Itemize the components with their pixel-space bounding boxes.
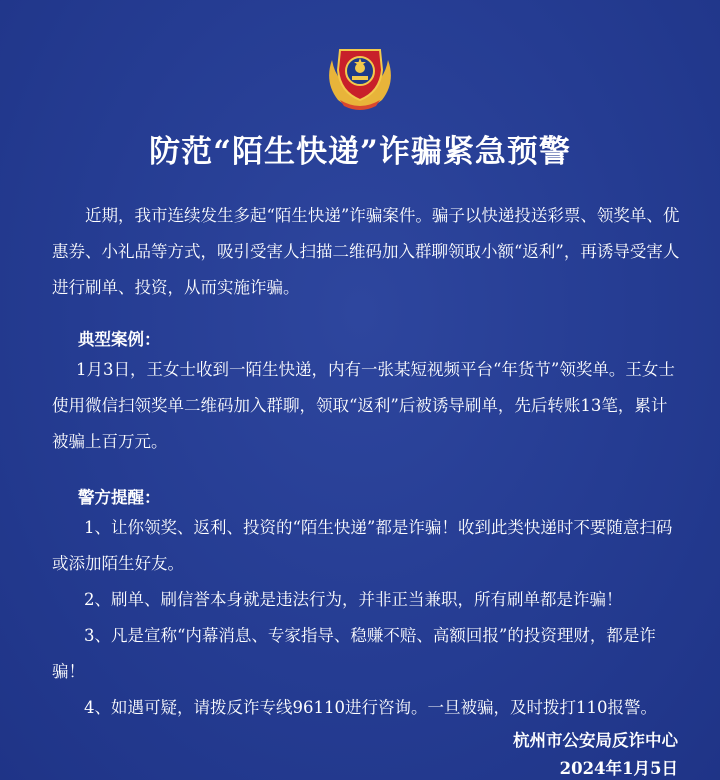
case-heading: 典型案例： [78,330,161,349]
signature-org: 杭州市公安局反诈中心 [513,731,678,750]
page-title: 防范“陌生快递”诈骗紧急预警 [149,134,571,170]
signature-date: 2024年1月5日 [559,759,678,778]
list-item: 1、让你领奖、返利、投资的“陌生快递”都是诈骗！收到此类快递时不要随意扫码或添加陌生好友。 [52,518,673,573]
police-emblem-icon [322,40,398,112]
case-text: 1月3日，王女士收到一陌生快递，内有一张某短视频平台“年货节”领奖单。王女士使用微信扫领奖单二维码加入群聊，领取“返利”后被诱导刷单，先后转账13笔，累计被骗上百万元。 [52,360,675,451]
list-item: 2、刷单、刷信誉本身就是违法行为，并非正当兼职，所有刷单都是诈骗！ [84,590,623,609]
list-item: 3、凡是宣称“内幕消息、专家指导、稳赚不赔、高额回报”的投资理财，都是诈骗！ [52,626,656,681]
case-paragraph [52,352,682,460]
tips-list [52,510,682,726]
warning-heading: 警方提醒： [78,488,161,507]
intro-paragraph [52,198,682,306]
intro-text: 近期，我市连续发生多起“陌生快递”诈骗案件。骗子以快递投送彩票、领奖单、优惠券、小礼品等方式，吸引受害人扫描二维码加入群聊领取小额“返利”，再诱导受害人进行刷单、投资，从而实施诈骗。 [52,206,680,297]
list-item: 4、如遇可疑，请拨反诈专线96110进行咨询。一旦被骗，及时拨打110报警。 [84,698,657,717]
